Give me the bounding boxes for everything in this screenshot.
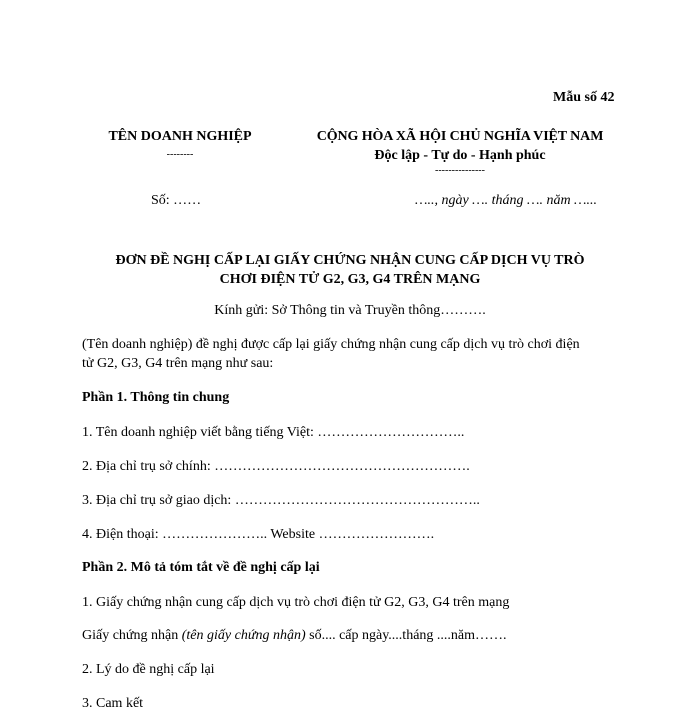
certificate-detail-prefix: Giấy chứng nhận: [82, 628, 182, 643]
phone-website-field: 4. Điện thoại: ………………….. Website …………………….: [82, 527, 435, 542]
nation-title: CỘNG HÒA XÃ HỘI CHỦ NGHĨA VIỆT NAM: [316, 129, 604, 144]
company-name-field: 1. Tên doanh nghiệp viết bằng tiếng Việt: …………………………..: [82, 425, 465, 440]
certificate-item: 1. Giấy chứng nhận cung cấp dịch vụ trò chơi điện tử G2, G3, G4 trên mạng: [82, 595, 510, 610]
date-line: ….., ngày …. tháng …. năm …...: [415, 193, 598, 208]
intro-line-2: tử G2, G3, G4 trên mạng như sau:: [82, 356, 274, 371]
certificate-name-placeholder: (tên giấy chứng nhận): [181, 628, 306, 643]
company-name: TÊN DOANH NGHIỆP: [108, 129, 252, 144]
document-title: [80, 251, 620, 289]
recipient-line: Kính gửi: Sở Thông tin và Truyền thông……….: [214, 303, 486, 318]
reference-number: Số: ……: [151, 193, 202, 208]
form-number: Mẫu số 42: [553, 90, 615, 105]
section-2-heading: Phần 2. Mô tả tóm tắt về đề nghị cấp lại: [82, 560, 320, 575]
certificate-detail-line: [82, 628, 507, 644]
company-header: [100, 129, 260, 160]
company-divider: --------: [166, 149, 194, 160]
motto-divider: ---------------: [435, 165, 485, 176]
certificate-detail-suffix: số.... cấp ngày....tháng ....năm…….: [305, 628, 507, 643]
nation-header: [290, 129, 630, 176]
intro-line-1: (Tên doanh nghiệp) đề nghị được cấp lại giấy chứng nhận cung cấp dịch vụ trò chơi điện: [82, 337, 580, 352]
title-line-2: CHƠI ĐIỆN TỬ G2, G3, G4 TRÊN MẠNG: [219, 272, 481, 287]
title-line-1: ĐƠN ĐỀ NGHỊ CẤP LẠI GIẤY CHỨNG NHẬN CUNG CẤP DỊCH VỤ TRÒ: [115, 253, 585, 268]
national-motto: Độc lập - Tự do - Hạnh phúc: [374, 148, 546, 163]
reissue-reason-item: 2. Lý do đề nghị cấp lại: [82, 662, 215, 677]
section-1-heading: Phần 1. Thông tin chung: [82, 390, 230, 405]
head-office-address-field: 2. Địa chỉ trụ sở chính: ……………………………………………….: [82, 459, 470, 474]
commitment-item: 3. Cam kết: [82, 696, 144, 711]
transaction-office-address-field: 3. Địa chỉ trụ sở giao dịch: ……………………………………………..: [82, 493, 480, 508]
